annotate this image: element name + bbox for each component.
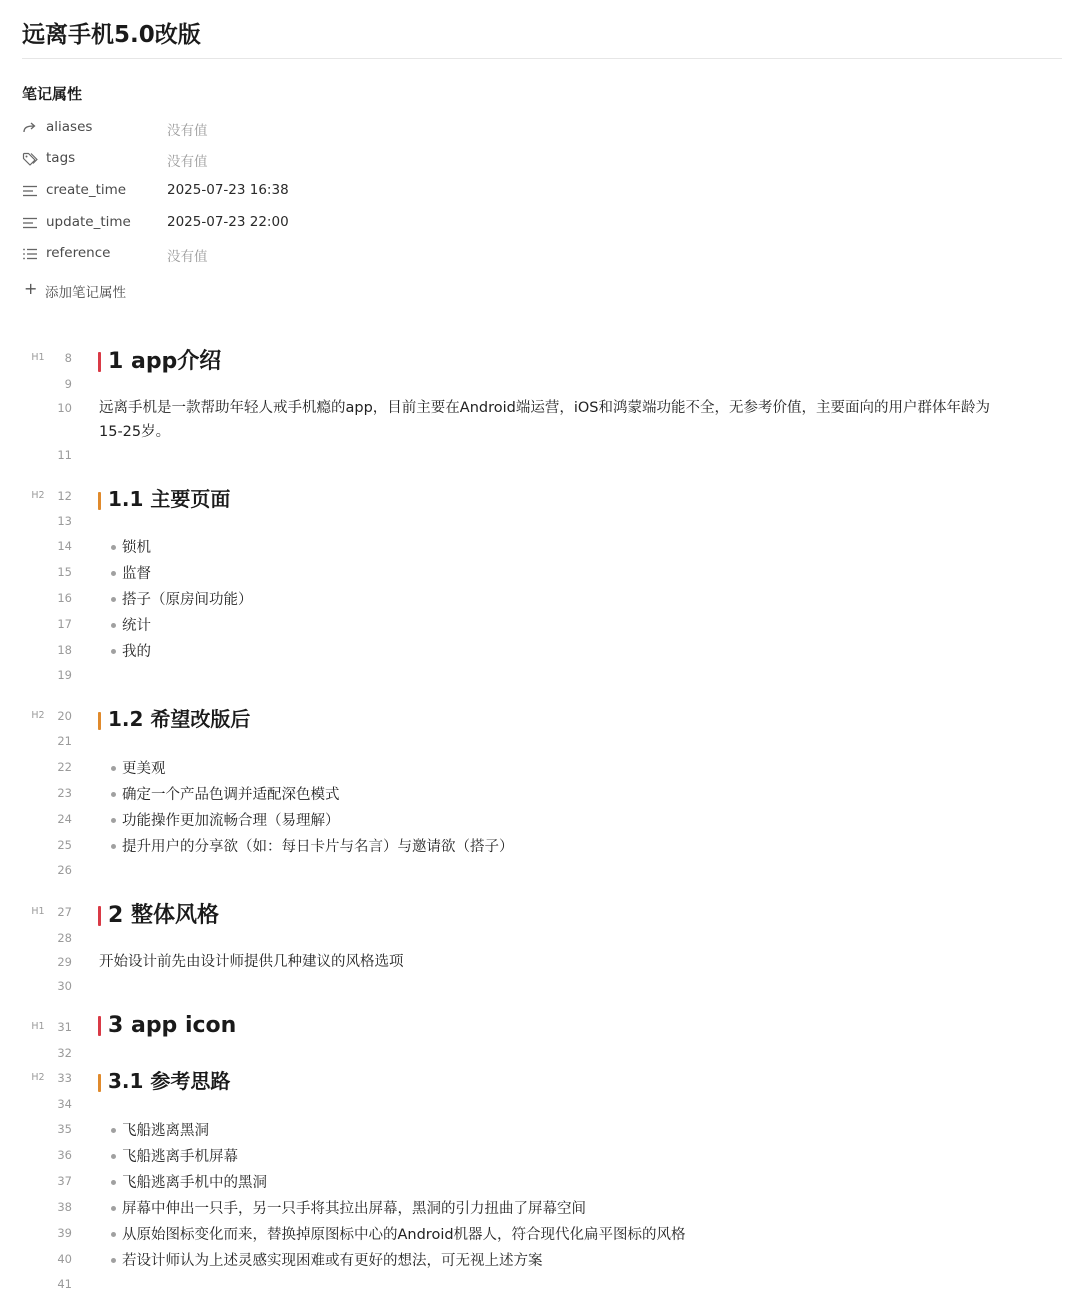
heading-level-marker: H2 [31,490,45,501]
list-item[interactable] [111,614,151,635]
line-number: 20 [57,709,72,723]
heading-1[interactable] [98,344,221,375]
property-value[interactable]: 2025-07-23 16:38 [167,182,289,198]
paragraph-line: 远离手机是一款帮助年轻人戒手机瘾的app，目前主要在Android端运营，iOS和鸿蒙端功能不全，无参考价值，主要面向的用户群体年龄为 [99,400,990,416]
heading-text: 3 app icon [108,1013,237,1038]
bullet-dot [111,1206,116,1211]
line-number: 8 [64,351,72,365]
line-number: 32 [57,1046,72,1060]
list-item[interactable] [111,536,151,557]
list-item[interactable] [111,809,340,830]
bullet-dot [111,1154,116,1159]
h1-accent-bar [98,352,101,372]
heading-text: 1 app介绍 [108,349,222,374]
line-number: 27 [57,905,72,919]
bullet-dot [111,844,116,849]
list-item-text: 确定一个产品色调并适配深色模式 [122,787,340,803]
h1-accent-bar [98,1016,101,1036]
list-item-text: 我的 [122,644,151,660]
line-number: 34 [57,1097,72,1111]
line-number: 41 [57,1277,72,1291]
heading-level-marker: H2 [31,1072,45,1083]
property-value[interactable]: 没有值 [167,123,208,139]
property-row-aliases[interactable] [22,117,622,139]
line-number: 33 [57,1071,72,1085]
list-item-text: 若设计师认为上述灵感实现困难或有更好的想法，可无视上述方案 [122,1253,543,1269]
property-value[interactable]: 没有值 [167,154,208,170]
line-number: 12 [57,489,72,503]
line-number: 29 [57,955,72,969]
list-item-text: 提升用户的分享欲（如：每日卡片与名言）与邀请欲（搭子） [122,839,514,855]
list-item-text: 从原始图标变化而来，替换掉原图标中心的Android机器人，符合现代化扁平图标的风格 [122,1227,686,1243]
property-key: aliases [46,119,93,135]
property-key: update_time [46,214,131,230]
line-number: 10 [57,401,72,415]
h2-accent-bar [98,712,101,730]
heading-text: 2 整体风格 [108,903,219,928]
line-number: 11 [57,448,72,462]
h2-accent-bar [98,492,101,510]
list-item-text: 监督 [122,566,151,582]
bullet-dot [111,571,116,576]
list-item[interactable] [111,1223,686,1244]
add-property-label: 添加笔记属性 [45,285,126,301]
paragraph[interactable]: 开始设计前先由设计师提供几种建议的风格选项 [99,954,404,970]
alias-arrow-icon [22,120,38,136]
heading-1[interactable] [98,1013,236,1038]
line-number: 14 [57,539,72,553]
bullet-dot [111,1180,116,1185]
line-number: 28 [57,931,72,945]
list-item[interactable] [111,1145,238,1166]
heading-level-marker: H1 [31,352,45,363]
line-number: 26 [57,863,72,877]
bullet-dot [111,1232,116,1237]
line-number: 36 [57,1148,72,1162]
page-title[interactable]: 远离手机5.0改版 [22,22,201,48]
heading-2[interactable] [98,1065,230,1094]
list-item[interactable] [111,1171,267,1192]
bullet-dot [111,1258,116,1263]
bullet-dot [111,623,116,628]
bullet-dot [111,766,116,771]
line-number: 38 [57,1200,72,1214]
h1-accent-bar [98,906,101,926]
heading-text: 3.1 参考思路 [108,1069,231,1093]
properties-heading[interactable]: 笔记属性 [22,85,83,103]
line-number: 35 [57,1122,72,1136]
heading-level-marker: H2 [31,710,45,721]
list-item[interactable] [111,640,151,661]
property-key: reference [46,245,111,261]
list-item[interactable] [111,1197,586,1218]
text-lines-icon [22,215,38,231]
property-key: create_time [46,182,127,198]
list-item[interactable] [111,783,340,804]
list-item[interactable] [111,1249,543,1270]
heading-2[interactable] [98,703,250,732]
bullet-dot [111,545,116,550]
list-icon [22,246,38,262]
bullet-dot [111,818,116,823]
property-key: tags [46,150,76,166]
heading-1[interactable] [98,898,219,929]
list-item-text: 更美观 [122,761,166,777]
paragraph-line: 15-25岁。 [99,424,171,440]
list-item[interactable] [111,588,253,609]
heading-level-marker: H1 [31,1021,45,1032]
list-item[interactable] [111,562,151,583]
line-number: 18 [57,643,72,657]
heading-2[interactable] [98,483,230,512]
line-number: 19 [57,668,72,682]
list-item-text: 飞船逃离黑洞 [122,1123,209,1139]
line-number: 16 [57,591,72,605]
line-number: 23 [57,786,72,800]
list-item-text: 锁机 [122,540,151,556]
line-number: 22 [57,760,72,774]
tag-icon [22,151,38,167]
bullet-dot [111,1128,116,1133]
line-number: 39 [57,1226,72,1240]
heading-text: 1.2 希望改版后 [108,707,251,731]
paragraph[interactable] [99,396,990,444]
list-item-text: 搭子（原房间功能） [122,592,253,608]
property-row-update-time[interactable] [22,212,622,234]
bullet-dot [111,649,116,654]
title-divider [22,58,1062,59]
plus-icon: + [24,279,38,298]
line-number: 37 [57,1174,72,1188]
bullet-dot [111,792,116,797]
line-number: 9 [64,377,72,391]
property-value[interactable]: 2025-07-23 22:00 [167,214,289,230]
line-number: 24 [57,812,72,826]
list-item-text: 功能操作更加流畅合理（易理解） [122,813,340,829]
list-item[interactable] [111,835,514,856]
property-row-create-time[interactable] [22,180,622,202]
line-number: 13 [57,514,72,528]
list-item-text: 飞船逃离手机中的黑洞 [122,1175,267,1191]
line-number: 25 [57,838,72,852]
list-item-text: 屏幕中伸出一只手，另一只手将其拉出屏幕，黑洞的引力扭曲了屏幕空间 [122,1201,586,1217]
list-item-text: 飞船逃离手机屏幕 [122,1149,238,1165]
list-item[interactable] [111,757,166,778]
line-number: 21 [57,734,72,748]
property-row-tags[interactable] [22,148,622,170]
line-number: 40 [57,1252,72,1266]
line-number: 30 [57,979,72,993]
h2-accent-bar [98,1074,101,1092]
heading-level-marker: H1 [31,906,45,917]
line-number: 17 [57,617,72,631]
property-row-reference[interactable] [22,243,622,265]
heading-text: 1.1 主要页面 [108,487,231,511]
text-lines-icon [22,183,38,199]
list-item[interactable] [111,1119,209,1140]
property-value[interactable]: 没有值 [167,249,208,265]
list-item-text: 统计 [122,618,151,634]
line-number: 31 [57,1020,72,1034]
bullet-dot [111,597,116,602]
line-number: 15 [57,565,72,579]
